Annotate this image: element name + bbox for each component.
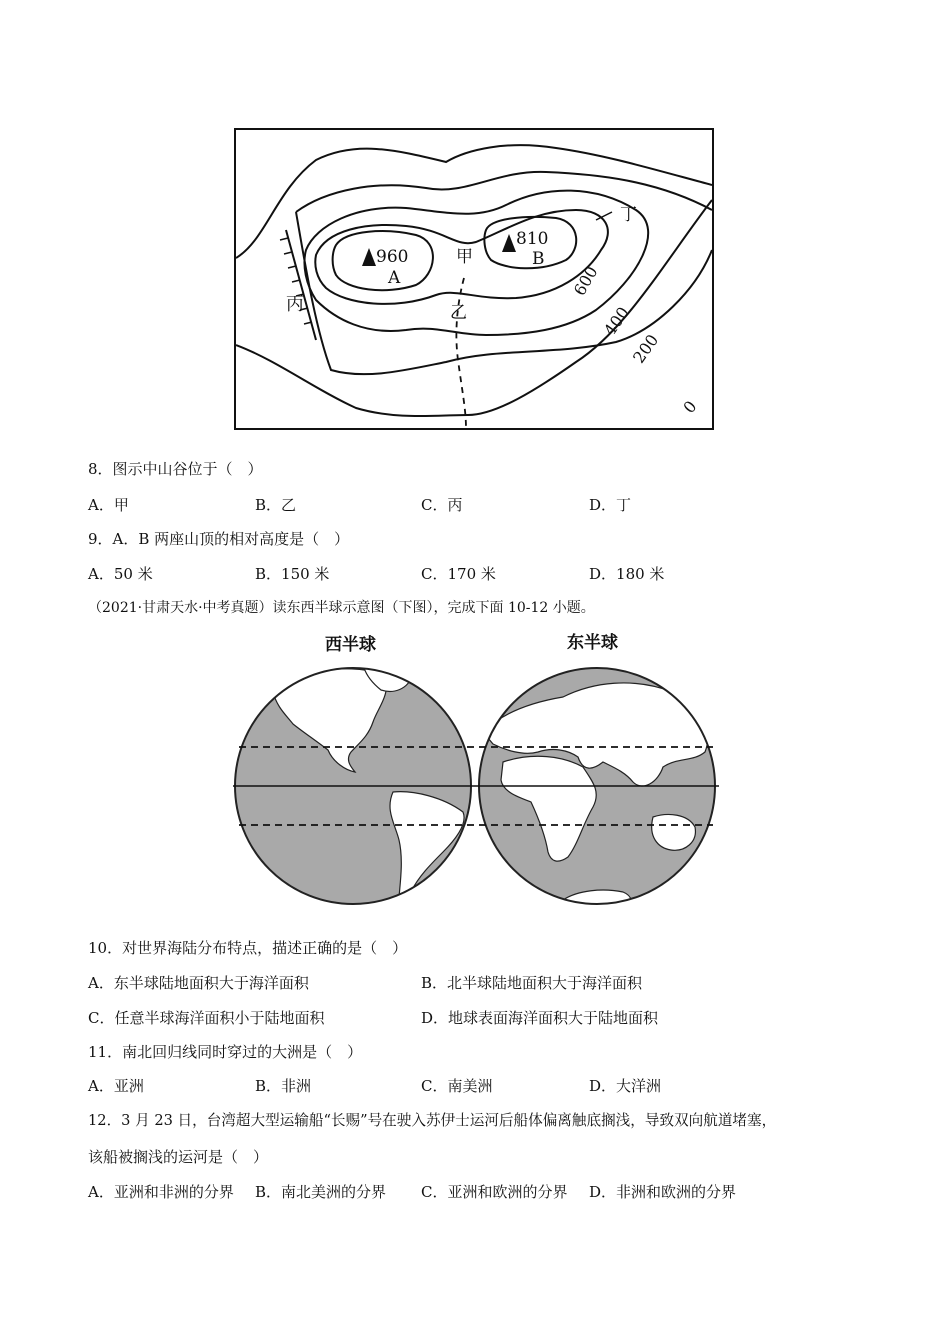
question-12-option-c[interactable]: C．亚洲和欧洲的分界 — [421, 1183, 568, 1201]
west-hemisphere — [235, 661, 471, 904]
label-bing: 丙 — [286, 294, 304, 315]
question-9-option-a[interactable]: A．50 米 — [88, 565, 153, 583]
hemisphere-figure — [233, 626, 719, 912]
question-12-option-a[interactable]: A．亚洲和非洲的分界 — [88, 1183, 234, 1201]
question-10-option-a[interactable]: A．东半球陆地面积大于海洋面积 — [88, 974, 309, 992]
valley-dashed-line — [456, 278, 466, 428]
question-11-stem: 11．南北回归线同时穿过的大洲是（ ） — [88, 1043, 363, 1061]
peak-b-label: B — [532, 249, 545, 269]
question-11-option-a[interactable]: A．亚洲 — [88, 1077, 144, 1095]
question-8-stem: 8．图示中山谷位于（ ） — [88, 460, 263, 478]
question-8-option-d[interactable]: D．丁 — [589, 496, 632, 514]
peak-b-triangle-icon — [502, 234, 516, 252]
east-hemisphere — [479, 668, 715, 910]
contour-400-line — [304, 191, 648, 335]
contour-map — [236, 130, 712, 428]
peak-a-label: A — [388, 268, 401, 288]
hemisphere-map — [233, 652, 719, 912]
question-9-option-c[interactable]: C．170 米 — [421, 565, 496, 583]
question-8-option-a[interactable]: A．甲 — [88, 496, 129, 514]
peak-a-elevation: 960 — [376, 247, 409, 267]
peak-a-triangle-icon — [362, 248, 376, 266]
question-10-option-c[interactable]: C．任意半球海洋面积小于陆地面积 — [88, 1009, 325, 1027]
question-12-stem-line2: 该船被搁浅的运河是（ ） — [88, 1148, 269, 1166]
question-9-stem: 9．A．B 两座山顶的相对高度是（ ） — [88, 530, 350, 548]
question-8-option-b[interactable]: B．乙 — [255, 496, 297, 514]
label-ding: 丁 — [620, 205, 637, 225]
question-10-option-d[interactable]: D．地球表面海洋面积大于陆地面积 — [421, 1009, 659, 1027]
contour-0-line — [236, 145, 712, 258]
contour-label-400: 400 — [599, 303, 634, 340]
question-12-option-d[interactable]: D．非洲和欧洲的分界 — [589, 1183, 737, 1201]
question-11-option-d[interactable]: D．大洋洲 — [589, 1077, 662, 1095]
east-hemisphere-title: 东半球 — [567, 633, 618, 653]
question-10-stem: 10．对世界海陆分布特点，描述正确的是（ ） — [88, 939, 408, 957]
question-9-option-b[interactable]: B．150 米 — [255, 565, 330, 583]
question-12-stem-line1: 12．3 月 23 日，台湾超大型运输船“长赐”号在驶入苏伊士运河后船体偏离触底搁浅，导致双向航道堵塞， — [88, 1112, 777, 1129]
section-intro: （2021·甘肃天水·中考真题）读东西半球示意图（下图），完成下面 10-12 小题。 — [88, 600, 595, 616]
question-11-option-c[interactable]: C．南美洲 — [421, 1077, 493, 1095]
question-11-option-b[interactable]: B．非洲 — [255, 1077, 312, 1095]
contour-label-200: 200 — [629, 330, 663, 367]
question-9-option-d[interactable]: D．180 米 — [589, 565, 665, 583]
question-8-option-c[interactable]: C．丙 — [421, 496, 463, 514]
west-hemisphere-title: 西半球 — [325, 635, 376, 655]
question-10-option-b[interactable]: B．北半球陆地面积大于海洋面积 — [421, 974, 643, 992]
contour-label-600: 600 — [569, 262, 602, 299]
peak-b-elevation: 810 — [516, 229, 549, 249]
contour-label-0: 0 — [679, 396, 701, 417]
contour-map-figure — [234, 128, 714, 430]
label-jia: 甲 — [456, 247, 473, 267]
question-12-option-b[interactable]: B．南北美洲的分界 — [255, 1183, 387, 1201]
label-yi: 乙 — [450, 303, 467, 323]
